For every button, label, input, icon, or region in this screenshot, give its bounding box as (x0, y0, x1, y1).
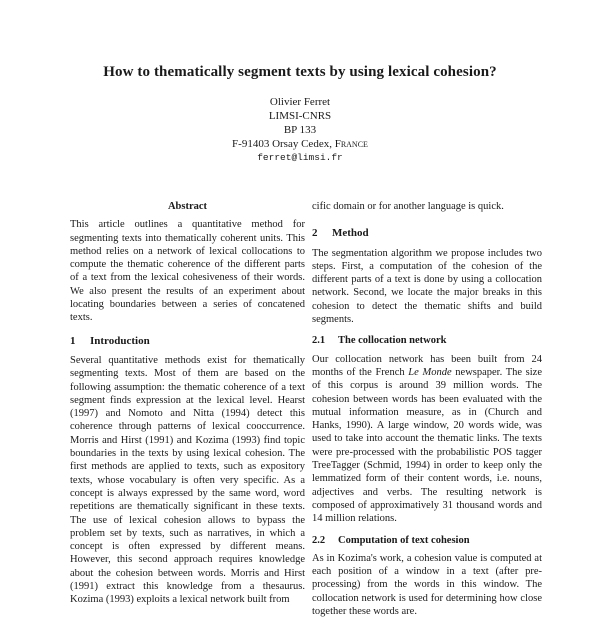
author-country: France (334, 138, 368, 150)
collocation-text (312, 353, 542, 526)
subsection-title: Computation of text cohesion (338, 534, 470, 546)
abstract-heading: Abstract (167, 201, 208, 212)
section-title: Introduction (90, 334, 150, 347)
left-column (70, 200, 305, 611)
author-affiliation: LIMSI-CNRS (268, 110, 332, 122)
abstract-text: This article outlines a quantitative method for segmenting texts into thematically coherent units. This method relies on a network of lexical collocations to compute the thematic coherence of the different parts of a text from the lexical cohesiveness of their words. We also present the results of an experiment about locating boundaries between a series of concatened texts. (70, 219, 305, 324)
subsection-number: 2.1 (312, 335, 326, 347)
collocation-text-a: Our collocation network has been built from 24 months of the French (312, 353, 542, 378)
author-address (0, 137, 600, 151)
subsection-title: The collocation network (338, 335, 447, 347)
introduction-text: Several quantitative methods exist for thematically segmenting texts. Most of them are based on the following assumption: the thematic coherence of a text segment finds expression at the lexical level. Hearst (1997) and Nomoto and Nitta (1994) detect this coherence through patterns of lexical cooccurrence. Morris and Hirst (1991) and Kozima (1993) find topic boundaries in the texts by using lexical cohesion. The first methods are applied to texts, such as expository texts, whose vocabulary is often very specific. As a concept is always expressed by the same word, word repetitions are thematically significant in these texts. The use of lexical cohesion allows to bypass the problem set by texts, such as narratives, in which a concept is often expressed by different means. However, this second approach requires knowledge about the cohesion between words. Morris and Hirst (1991) extract this knowledge from a thesaurus. Kozima (1993) exploits a lexical network built from (70, 354, 305, 606)
author-city: F-91403 Orsay Cedex, (232, 138, 335, 150)
section-title: Method (332, 227, 369, 240)
collocation-text-b: newspaper. The size of this corpus is around 39 million words. The cohesion between words has been evaluated with the mutual information measure, as in (Church and Hanks, 1990). A large window, 20 words wide, was used to take into account the thematic links. The texts were pre-processed with the probabilistic POS tagger TreeTagger (Schmid, 1994) in order to keep only the lemmatized form of their content words, i.e. nouns, adjectives and verbs. The resulting network is composed of approximatively 31 thousand words and 14 million relations. (312, 366, 543, 525)
author-block (0, 95, 600, 165)
section-heading-method (312, 227, 542, 240)
section-number: 2 (312, 227, 318, 240)
right-column (312, 200, 542, 622)
author-name: Olivier Ferret (269, 96, 331, 108)
subsection-heading-cohesion (312, 534, 542, 547)
subsection-heading-collocation (312, 334, 542, 347)
method-text: The segmentation algorithm we propose includes two steps. First, a computation of the cohesion of the different parts of a text is done by using a collocation network. Second, we locate the major breaks in this cohesion to detect the thematic shifts and build segments. (312, 247, 542, 326)
subsection-number: 2.2 (312, 534, 326, 546)
newspaper-name: Le Monde (408, 366, 452, 378)
section-heading-introduction (70, 335, 305, 348)
author-email: ferret@limsi.fr (257, 152, 343, 163)
author-box: BP 133 (283, 124, 317, 136)
section-number: 1 (70, 334, 76, 347)
continued-text: cific domain or for another language is quick. (312, 201, 504, 212)
paper-title: How to thematically segment texts by using lexical cohesion? (103, 64, 497, 80)
cohesion-text: As in Kozima's work, a cohesion value is computed at each position of a window in a text (after pre-processing) from the words in this window. The collocation network is used for determining how close together these words are. (312, 552, 542, 618)
